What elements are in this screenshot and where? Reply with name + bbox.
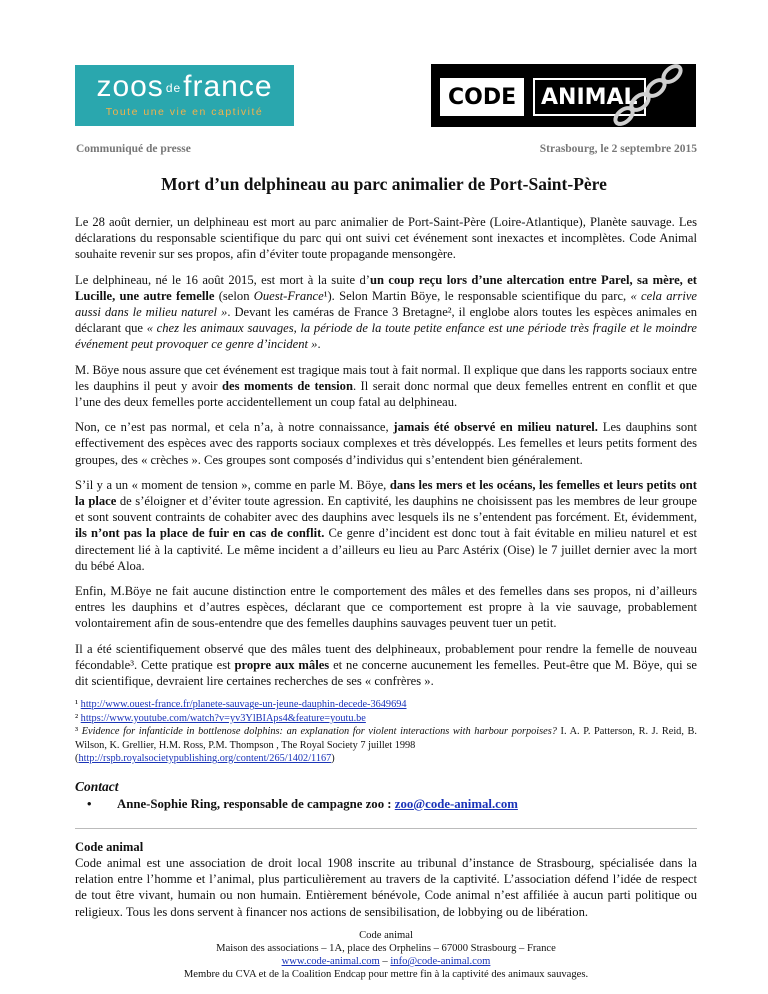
footer-divider <box>75 828 697 829</box>
footnote-3-title: Evidence for infanticide in bottlenose dolphins: an explanation for violent interactions with harbour porpoises? <box>81 726 557 738</box>
paragraph-4 <box>75 419 697 468</box>
footer-links <box>75 955 697 968</box>
text-run: et ne concerne aucunement les femelles. Peut-être que M. Böye, qui se dit scientifique, devraient lire certaines recherches de ses « confrères ». <box>75 657 697 689</box>
zoos-de-france-logo <box>75 65 294 126</box>
bold-run: jamais été observé en milieu naturel. <box>393 420 598 435</box>
text-run: . <box>317 337 321 352</box>
contact-text: Anne-Sophie Ring, responsable de campagne zoo : <box>117 796 395 811</box>
website-link[interactable]: www.code-animal.com <box>281 956 380 968</box>
contact-line <box>87 796 697 812</box>
footer-heading: Code animal <box>75 839 144 854</box>
footer-contact-block <box>75 929 697 982</box>
bold-run: dans les mers et les océans, les femelles et leurs petits ont la place <box>75 477 697 509</box>
footnote-marker: ³ <box>75 726 82 738</box>
bold-run: un coup reçu lors d’une altercation entre Parel, sa mère, et Lucille, une autre femelle <box>75 272 698 303</box>
text-run: de s’éloigner et d’éviter toute agression. En captivité, les dauphins ne choisissent pas les membres de leur groupe et sont souvent contraints de cohabiter avec des dauphins avec lesquels ils ne s’entendent pas forcément. Et, évidemment, <box>75 494 697 525</box>
separator: – <box>379 956 391 968</box>
footer-org-name: Code animal <box>359 929 413 941</box>
footer-address: Maison des associations – 1A, place des Orphelins – 67000 Strasbourg – France <box>216 942 556 954</box>
text-run: Non, ce n’est pas normal, et cela n’a, à notre connaissance, <box>75 420 394 435</box>
paragraph-1: Le 28 août dernier, un delphineau est mort au parc animalier de Port-Saint-Père (Loire-Atlantique), Planète sauvage. Les déclarations du responsable scientifique du parc qui ont suivi cet événement sont inexactes et incomplètes. Code Animal souhaite revenir sur ses propos, afin d’éviter toute propagande mensongère. <box>75 215 697 262</box>
footnote-marker: ¹ <box>75 699 81 711</box>
text-run: S’il y a un « moment de tension », comme en parle M. Böye, <box>75 477 390 492</box>
italic-run: « cela arrive aussi dans le milieu naturel » <box>75 288 697 320</box>
footer-membership: Membre du CVA et de la Coalition Endcap pour mettre fin à la captivité des animaux sauvages. <box>183 969 589 981</box>
paragraph-2 <box>75 272 697 353</box>
bullet-icon: • <box>87 796 92 811</box>
contact-heading: Contact <box>75 779 119 795</box>
paragraph-7 <box>75 641 697 690</box>
text-run: . Il serait donc normal que deux femelles entrent en conflit et que l’une des deux femelles porte accidentellement un coup fatal au delphineau. <box>75 378 697 410</box>
paren: ( <box>75 752 79 764</box>
text-run: Il a été scientifiquement observé que des mâles tuent des delphineaux, probablement pour rendre la femelle de nouveau fécondable³. Cette pratique est <box>75 641 697 672</box>
page-title: Mort d’un delphineau au parc animalier de Port-Saint-Père <box>161 174 607 194</box>
text-run: Les dauphins sont effectivement des espèces avec des rapports sociaux complexes et très développés. Les femelles et leurs petits forment des groupes, des « crèches ». Ces groupes sont composés d’individus qui s’entendent bien généralement. <box>75 420 697 467</box>
zoo-logo-de: de <box>165 81 182 96</box>
footnotes <box>75 698 697 765</box>
paren: ) <box>331 752 335 764</box>
info-email-link[interactable]: info@code-animal.com <box>390 956 491 968</box>
bold-run: des moments de tension <box>222 378 353 393</box>
footnote-3-link[interactable]: http://rspb.royalsocietypublishing.org/content/265/1402/1167 <box>78 752 332 764</box>
zoo-logo-word-1: zoos <box>96 70 164 103</box>
footer-description: Code animal est une association de droit local 1908 inscrite au tribunal d’instance de Strasbourg, spécialisée dans la relation entre l’homme et l’animal, plus particulièrement au travers de la captivité. L’association défend l’idée de respect de tout être vivant, humain ou non humain. Entièrement bénévole, Code animal n’est affiliée à aucun parti politique ou religieux. Tous les dons servent à financer nos actions de sensibilisation, de lobbying ou de libération. <box>75 855 697 919</box>
doc-type-label: Communiqué de presse <box>76 143 191 155</box>
code-animal-logo-animal: ANIMAL <box>533 78 646 116</box>
footnote-marker: ² <box>75 712 81 724</box>
bold-run: propre aux mâles <box>234 657 330 672</box>
contact-email-link[interactable]: zoo@code-animal.com <box>394 796 518 811</box>
zoo-logo-brand <box>75 65 294 104</box>
paragraph-6: Enfin, M.Böye ne fait aucune distinction entre le comportement des mâles et des femelles dans ses propos, ni d’ailleurs entres les dauphins et d’autres espèces, déclarant que ce comportement est propre à la vie sauvage, probablement volontairement afin de sous-entendre que des femelles dauphins sauvages peuvent tuer un petit. <box>75 584 697 631</box>
text-run: M. Böye nous assure que cet événement est tragique mais tout à fait normal. Il explique que dans les rapports sociaux entre les dauphins il peut y avoir <box>75 362 697 393</box>
footnote-3-authors: I. A. P. Patterson, R. J. Reid, B. Wilson, K. Grellier, H.M. Ross, P.M. Thompson , The Royal Society 7 juillet 1998 <box>75 726 697 751</box>
footnote-3-url <box>75 752 697 765</box>
place-date: Strasbourg, le 2 septembre 2015 <box>539 143 697 155</box>
text-run: ¹). Selon Martin Böye, le responsable scientifique du parc, <box>323 288 631 303</box>
code-animal-logo <box>431 64 696 127</box>
footnote-3 <box>75 725 697 752</box>
italic-run: Ouest-France <box>253 288 324 303</box>
press-release-meta <box>76 143 697 155</box>
paragraph-5 <box>75 477 697 574</box>
text-run: Le delphineau, né le 16 août 2015, est mort à la suite d’ <box>75 272 370 287</box>
italic-run: « chez les animaux sauvages, la période de la toute petite enfance est une période très fragile et le moindre événement peut provoquer ce genre d’incident » <box>75 321 698 352</box>
footnote-1 <box>75 698 697 711</box>
footnote-2-link[interactable]: https://www.youtube.com/watch?v=yv3YlBIAps4&feature=youtu.be <box>80 712 366 724</box>
article-body <box>75 214 697 982</box>
text-run: . Devant les caméras de France 3 Bretagne², il englobe alors toutes les espèces animales en déclarant que <box>75 305 697 336</box>
code-animal-logo-code: CODE <box>440 78 524 116</box>
footnote-2 <box>75 712 697 725</box>
zoo-logo-word-2: france <box>183 70 273 103</box>
chain-icon <box>602 64 692 127</box>
text-run: (selon <box>214 288 254 303</box>
footnote-1-link[interactable]: http://www.ouest-france.fr/planete-sauvage-un-jeune-dauphin-decede-3649694 <box>80 699 407 711</box>
bold-run: ils n’ont pas la place de fuir en cas de conflit. <box>75 526 325 541</box>
text-run: Ce genre d’incident est donc tout à fait évitable en milieu naturel et est directement lié à la captivité. Le même incident a d’ailleurs eu lieu au Parc Astérix (Oise) le 7 juillet dernier avec la mort du bébé Aloa. <box>75 526 697 573</box>
zoo-logo-tagline: Toute une vie en captivité <box>105 106 264 119</box>
paragraph-3 <box>75 362 697 411</box>
